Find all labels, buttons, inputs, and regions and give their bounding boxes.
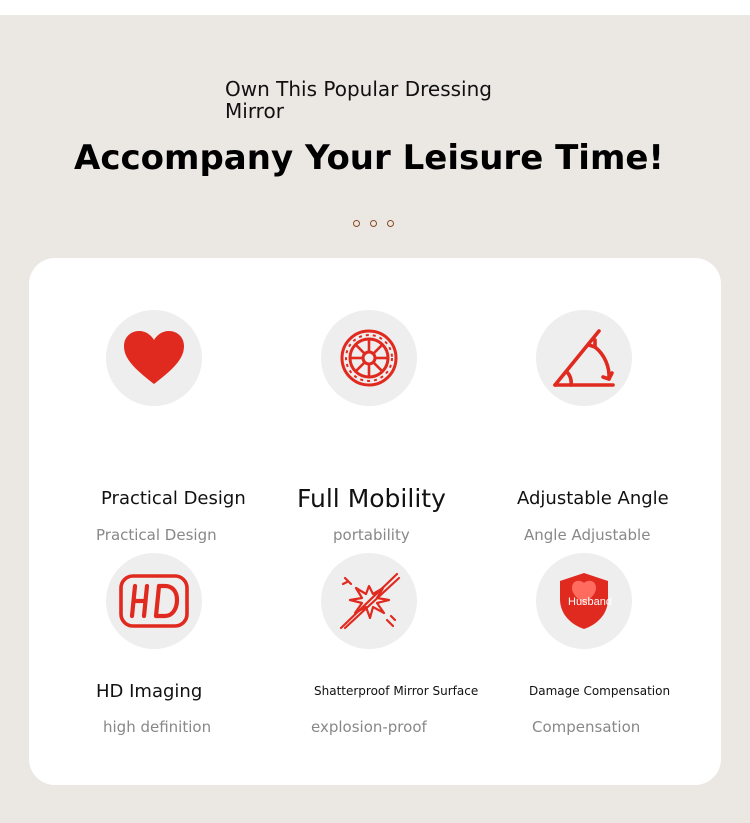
feature-title: Shatterproof Mirror Surface — [314, 684, 479, 698]
page-title: Accompany Your Leisure Time! — [74, 138, 664, 178]
feature-shatterproof — [299, 553, 529, 753]
feature-description: Angle Adjustable — [524, 526, 651, 544]
shield-label: Husband — [568, 596, 613, 608]
page-subtitle: Own This Popular Dressing Mirror — [225, 77, 492, 123]
hd-icon — [106, 553, 202, 649]
feature-description: high definition — [103, 718, 212, 736]
angle-icon — [536, 310, 632, 406]
decorative-dots — [353, 220, 394, 227]
feature-full-mobility — [297, 310, 529, 544]
feature-title: HD Imaging — [96, 681, 203, 702]
dot — [353, 220, 360, 227]
dot — [387, 220, 394, 227]
feature-damage-compensation — [514, 553, 744, 753]
shield-icon — [536, 553, 632, 649]
shatter-icon — [321, 553, 417, 649]
feature-description: explosion-proof — [311, 718, 427, 736]
feature-description: Compensation — [532, 718, 641, 736]
feature-description: Practical Design — [96, 526, 217, 544]
feature-adjustable-angle — [514, 310, 744, 544]
feature-practical-design — [84, 310, 314, 544]
features-card — [29, 258, 721, 785]
feature-title: Full Mobility — [297, 484, 446, 513]
feature-description: portability — [333, 526, 410, 544]
feature-title: Adjustable Angle — [517, 488, 669, 509]
wheel-icon — [321, 310, 417, 406]
feature-title: Damage Compensation — [529, 684, 671, 698]
feature-hd-imaging — [84, 553, 314, 753]
dot — [370, 220, 377, 227]
top-strip — [0, 0, 750, 15]
feature-title: Practical Design — [101, 488, 246, 509]
heart-icon — [106, 310, 202, 406]
